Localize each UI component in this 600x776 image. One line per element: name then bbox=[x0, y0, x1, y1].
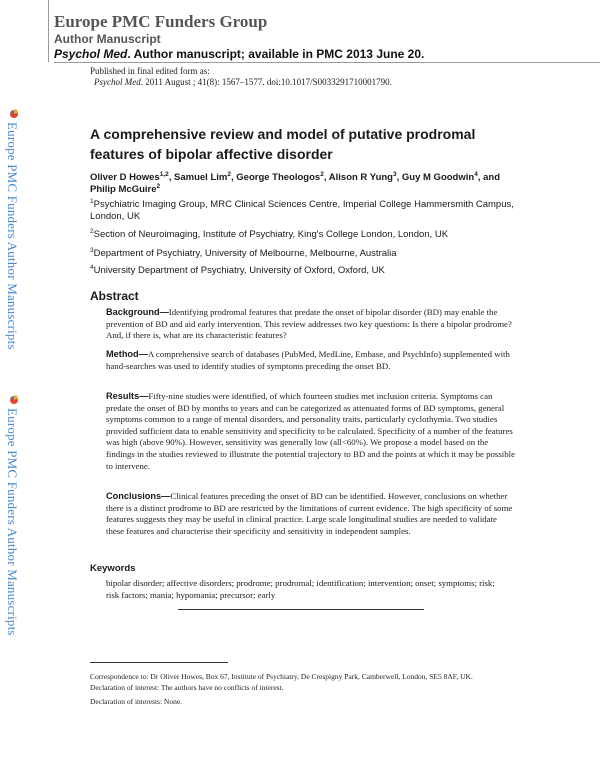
author-affiliation-ref: 2 bbox=[227, 170, 231, 178]
background-text: Identifying prodromal features that predate the onset of bipolar disorder (BD) may enable the prevention of BD and aid early intervention. This review addresses two key questions: Is there a bipolar prodrome? And, if there is, what are its characteristic features? bbox=[106, 307, 512, 341]
citation bbox=[90, 77, 392, 88]
journal-name: Psychol Med bbox=[54, 47, 128, 61]
sidebar-label: Europe PMC Funders Author Manuscripts bbox=[5, 408, 20, 636]
affiliation-number: 4 bbox=[90, 263, 94, 271]
correspondence-note: Correspondence to: Dr Oliver Howes, Box 67, Institute of Psychiatry, De Crespigny Park, Camberwell, London, SE5 8AF, UK. bbox=[90, 672, 473, 681]
header-divider-vertical bbox=[48, 0, 49, 62]
keywords-list: bipolar disorder; affective disorders; prodrome; prodromal; identification; intervention; onset; symptoms; risk; risk factors; mania; hypomania; precursor; early bbox=[106, 578, 495, 600]
author-name: George Theologos bbox=[236, 172, 321, 183]
affiliation-text: Section of Neuroimaging, Institute of Psychiatry, King's College London, London, UK bbox=[93, 229, 449, 240]
affiliation bbox=[90, 265, 520, 277]
publication-info bbox=[90, 66, 392, 88]
author-name: Oliver D Howes bbox=[90, 172, 160, 183]
author-separator: , and bbox=[477, 172, 500, 183]
author-affiliation-ref: 4 bbox=[474, 170, 478, 178]
footnote-rule bbox=[90, 662, 228, 663]
declaration-note: Declaration of interest: The authors have no conflicts of interest. bbox=[90, 683, 284, 692]
author-name: Guy M Goodwin bbox=[401, 172, 475, 183]
affiliation bbox=[90, 229, 520, 241]
conclusions-label: Conclusions— bbox=[106, 491, 171, 501]
affiliation bbox=[90, 199, 520, 223]
article-title: A comprehensive review and model of putative prodromal features of bipolar affective disorder bbox=[90, 126, 476, 162]
affiliation-text: Psychiatric Imaging Group, MRC Clinical Sciences Centre, Imperial College Hammersmith Campus, London, UK bbox=[90, 199, 514, 222]
europe-pmc-logo-icon bbox=[9, 394, 19, 405]
author-separator: , bbox=[230, 172, 237, 183]
declaration-note: Declaration of interests: None. bbox=[90, 697, 183, 706]
author-separator: , bbox=[323, 172, 329, 183]
funders-group-title: Europe PMC Funders Group bbox=[54, 12, 268, 31]
abstract-method bbox=[106, 349, 516, 372]
affiliation-number: 3 bbox=[90, 246, 94, 254]
author-manuscript-label: Author Manuscript bbox=[54, 32, 161, 46]
header-rule bbox=[54, 62, 600, 63]
author-name: Philip McGuire bbox=[90, 184, 157, 195]
author-affiliation-ref: 2 bbox=[320, 170, 324, 178]
sidebar-label: Europe PMC Funders Author Manuscripts bbox=[5, 122, 20, 350]
availability-line bbox=[54, 46, 424, 62]
author-name: Alison R Yung bbox=[328, 172, 393, 183]
keywords-rule bbox=[178, 609, 424, 610]
background-label: Background— bbox=[106, 307, 169, 317]
abstract-heading: Abstract bbox=[90, 289, 139, 303]
affiliation-text: University Department of Psychiatry, University of Oxford, Oxford, UK bbox=[93, 265, 385, 276]
abstract-conclusions bbox=[106, 491, 516, 537]
citation-journal: Psychol Med bbox=[94, 77, 141, 87]
author-affiliation-ref: 1,2 bbox=[159, 170, 169, 178]
author-affiliation-ref: 3 bbox=[392, 170, 397, 178]
sidebar-watermark-top bbox=[4, 108, 24, 350]
results-text: Fifty-nine studies were identified, of which fourteen studies met inclusion criteria. Symptoms can predate the onset of BD by months to years and can be categorized as attenuated forms of BD symptoms, general symptoms common to a range of mental disorders, and personality traits, particularly cyclothymia. Two studies provided sufficient data to enable sensitivity and specificity to be calculated. Specificity of a number of the features was high (above 90%). However, sensitivity was generally low (all<60%). We propose a model based on the findings in the studies reviewed to illustrate the potential trajectory to BD and the points at which it may be possible to intervene. bbox=[106, 391, 515, 471]
method-label: Method— bbox=[106, 349, 148, 359]
abstract-results bbox=[106, 391, 516, 472]
sidebar-watermark-bottom bbox=[4, 394, 24, 636]
author-separator: , bbox=[396, 172, 402, 183]
author-affiliation-ref: 2 bbox=[156, 182, 161, 190]
keywords-heading: Keywords bbox=[90, 563, 136, 574]
affiliation-number: 1 bbox=[90, 197, 94, 205]
affiliation-text: Department of Psychiatry, University of Melbourne, Melbourne, Australia bbox=[93, 248, 397, 259]
abstract-background bbox=[106, 307, 516, 342]
availability-text: . Author manuscript; available in PMC 2013 June 20. bbox=[127, 47, 425, 61]
author-separator: , bbox=[168, 172, 175, 183]
results-label: Results— bbox=[106, 391, 149, 401]
manuscript-header bbox=[54, 12, 424, 62]
affiliation bbox=[90, 248, 520, 260]
method-text: A comprehensive search of databases (PubMed, MedLine, Embase, and PsychInfo) supplemented with hand-searches was used to identify studies of symptoms preceding the onset BD. bbox=[106, 349, 510, 371]
published-label: Published in final edited form as: bbox=[90, 66, 210, 76]
citation-details: . 2011 August ; 41(8): 1567–1577. doi:10.1017/S0033291710001790. bbox=[140, 77, 392, 87]
author-name: Samuel Lim bbox=[174, 172, 228, 183]
author-list bbox=[90, 172, 520, 196]
conclusions-text: Clinical features preceding the onset of BD can be identified. However, conclusions on whether there is a distinct prodrome to BD are restricted by the limitations of current evidence. The high specificity of some features suggests they may be useful in clinical practice. Large scale longitudinal studies are needed to validate these features and characterise their specificity and sensitivity in independent samples. bbox=[106, 491, 513, 536]
europe-pmc-logo-icon bbox=[9, 108, 19, 119]
affiliation-number: 2 bbox=[90, 227, 94, 235]
